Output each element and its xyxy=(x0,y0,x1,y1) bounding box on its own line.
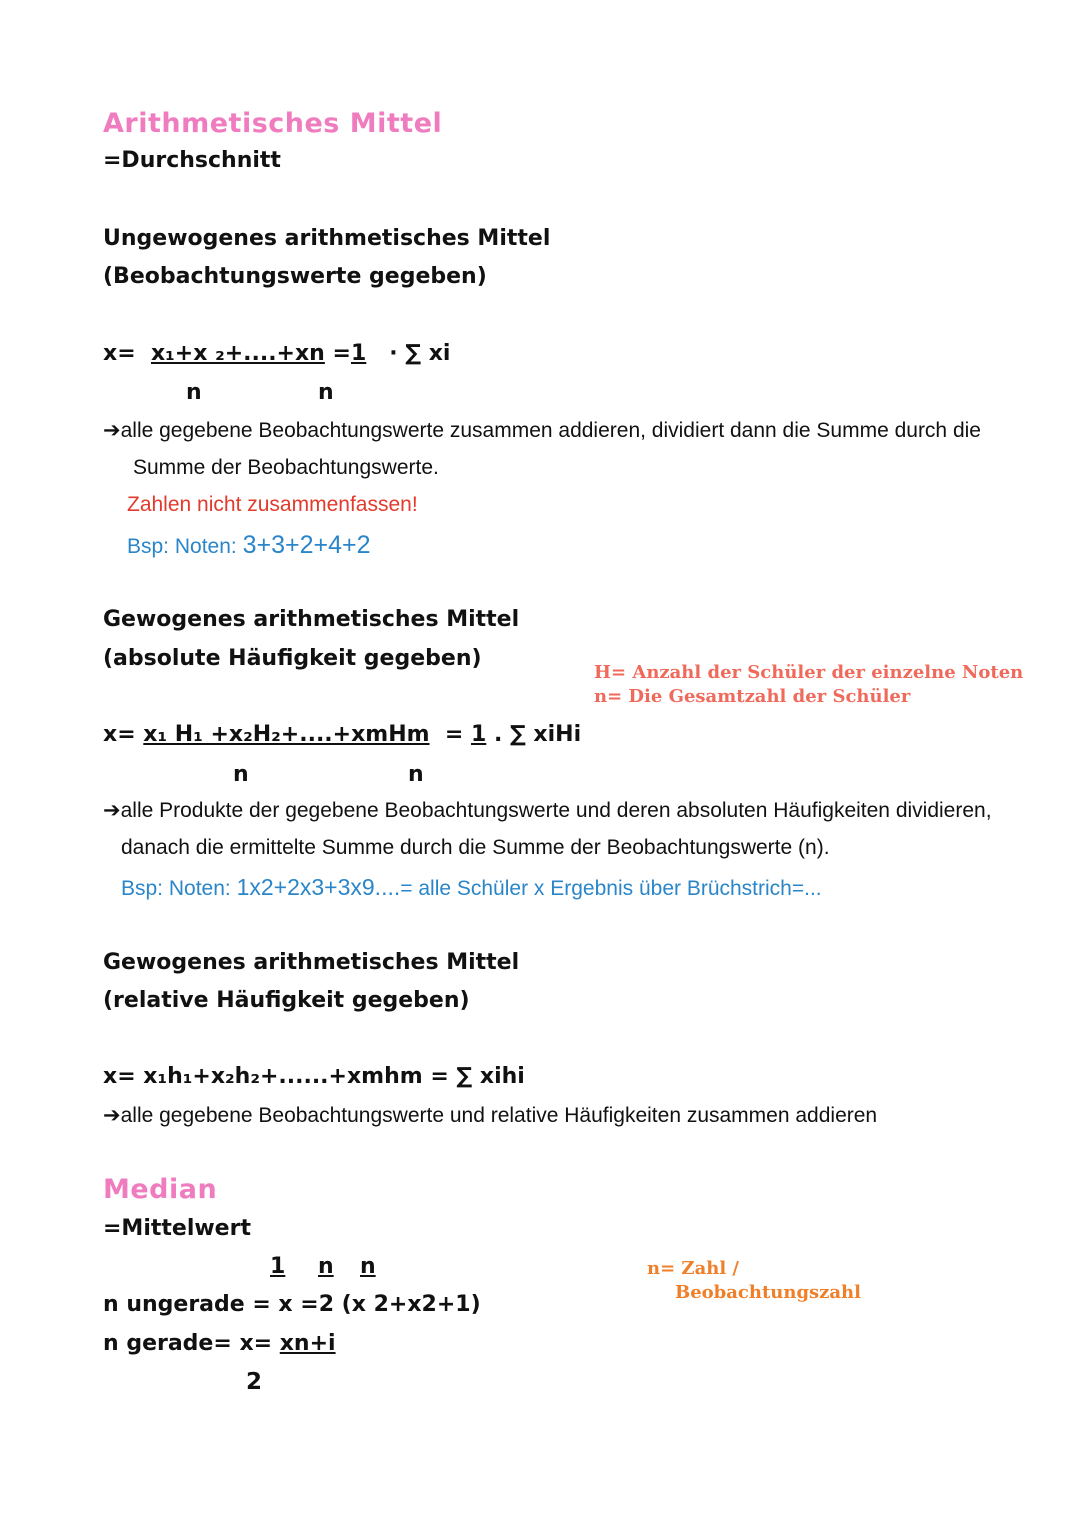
formula-lhs: x= xyxy=(103,722,136,747)
synonym-durchschnitt: =Durchschnitt xyxy=(103,148,281,173)
explanation-line: danach die ermittelte Summe durch die Summe der Beobachtungswerte (n). xyxy=(121,836,830,859)
median-gerade xyxy=(103,1331,336,1356)
title-gewogen-relativ: Gewogenes arithmetisches Mittel xyxy=(103,950,520,975)
formula-sum: . ∑ xiHi xyxy=(493,722,582,747)
median-top-one: 1 xyxy=(270,1254,286,1279)
title-gewogen-absolut: Gewogenes arithmetisches Mittel xyxy=(103,607,520,632)
median-top-n: n xyxy=(318,1254,334,1279)
median-gerade-numerator: xn+i xyxy=(279,1331,336,1356)
explanation-line: ➔alle gegebene Beobachtungswerte und relative Häufigkeiten zusammen addieren xyxy=(103,1104,878,1127)
denominator-n: n xyxy=(408,762,424,787)
example-label: Bsp: Noten: xyxy=(127,535,243,558)
example-rest: = alle Schüler x Ergebnis über Brüchstrich=... xyxy=(400,877,822,900)
formula-lhs: x= xyxy=(103,341,136,366)
title-ungewogen: Ungewogenes arithmetisches Mittel xyxy=(103,226,551,251)
formula-numerator: x₁+x ₂+....+xn xyxy=(150,341,325,366)
formula-eq: = xyxy=(444,722,464,747)
formula-sum: · ∑ xi xyxy=(389,341,451,366)
formula-numerator: x₁ H₁ +x₂H₂+....+xmHm xyxy=(143,722,430,747)
note-red: Zahlen nicht zusammenfassen! xyxy=(127,493,418,516)
median-ungerade: n ungerade = x =2 (x 2+x2+1) xyxy=(103,1292,481,1317)
explanation-line: ➔alle Produkte der gegebene Beobachtungswerte und deren absoluten Häufigkeiten dividieren, xyxy=(103,799,992,822)
explanation-line: Summe der Beobachtungswerte. xyxy=(133,456,439,479)
formula-ungewogen xyxy=(103,341,450,366)
denominator-n: n xyxy=(186,380,202,405)
legend-median-n: n= Zahl / xyxy=(647,1258,740,1279)
example-noten xyxy=(127,531,370,560)
median-top-n: n xyxy=(360,1254,376,1279)
example-label: Bsp: Noten: xyxy=(121,877,237,900)
explanation-line: ➔alle gegebene Beobachtungswerte zusammen addieren, dividiert dann die Summe durch die xyxy=(103,419,981,442)
subtitle-gewogen-relativ: (relative Häufigkeit gegeben) xyxy=(103,988,470,1013)
legend-h: H= Anzahl der Schüler der einzelne Noten xyxy=(594,662,1024,683)
subtitle-gewogen-absolut: (absolute Häufigkeit gegeben) xyxy=(103,646,482,671)
median-gerade-lhs: n gerade= x= xyxy=(103,1331,280,1356)
formula-eq: = xyxy=(332,341,351,366)
heading-arithmetisches-mittel: Arithmetisches Mittel xyxy=(103,108,443,139)
denominator-n: n xyxy=(318,380,334,405)
formula-gewogen-relativ: x= x₁h₁+x₂h₂+......+xmhm = ∑ xihi xyxy=(103,1064,525,1089)
example-noten xyxy=(121,874,822,901)
legend-median-beobachtungszahl: Beobachtungszahl xyxy=(675,1282,861,1303)
median-gerade-denominator: 2 xyxy=(246,1369,263,1395)
denominator-n: n xyxy=(233,762,249,787)
formula-one: 1 xyxy=(350,341,367,366)
heading-median: Median xyxy=(103,1174,218,1205)
formula-gewogen-absolut xyxy=(103,722,581,747)
synonym-mittelwert: =Mittelwert xyxy=(103,1216,251,1241)
example-value: 3+3+2+4+2 xyxy=(242,531,371,559)
subtitle-ungewogen: (Beobachtungswerte gegeben) xyxy=(103,264,487,289)
example-value: 1x2+2x3+3x9.... xyxy=(236,874,401,900)
legend-n: n= Die Gesamtzahl der Schüler xyxy=(594,686,911,707)
formula-one: 1 xyxy=(470,722,487,747)
